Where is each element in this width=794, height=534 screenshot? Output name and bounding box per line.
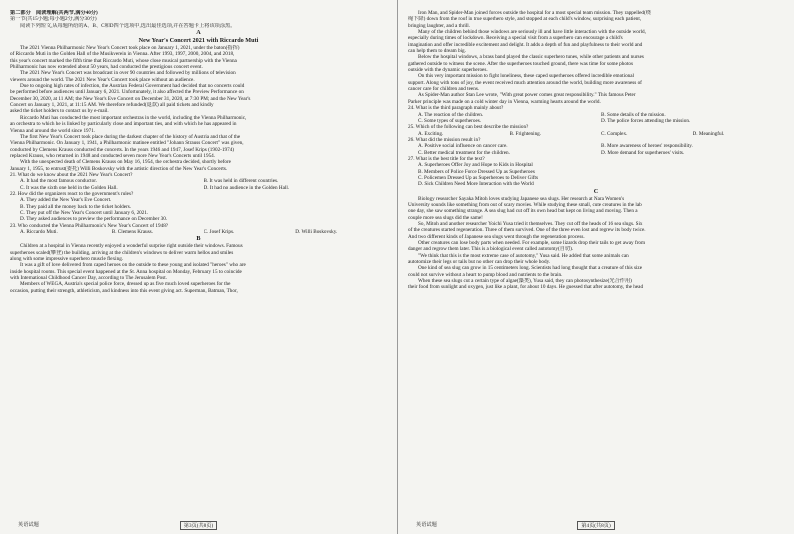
answer-option: D. More demand for superheroes' visits. [601, 149, 685, 156]
text-line: their food from sunlight and oxygen, just like a plant, for about 10 days. He guessed that after autotomy, the head [408, 284, 644, 291]
answer-option: B. Some details of the mission. [601, 111, 666, 118]
text-line: Below the hospital windows, a brass band played the classic superhero tunes, while other patients and nurses [418, 54, 644, 61]
text-line: viewers around the world. The 2021 New Year's Concert took place without an audience. [10, 76, 195, 83]
footer-label: 英语试题 [18, 522, 39, 528]
text-line: Members of WEGA, Austria's special police force, dressed up as five much loved superheroes for the [20, 281, 231, 288]
answer-option: A. It had the most famous conductor. [20, 178, 97, 185]
text-line: superheroes scaled(攀登) the building, arriving at the children's windows to deliver warm hellos and smiles [10, 249, 234, 256]
text-line: cancer care for children and teens. [408, 86, 480, 93]
text-line: Many of the children behind those windows are seriously ill and have little interaction with the outside world, [418, 29, 646, 36]
question-stem: 27. What is the best title for the text? [408, 155, 485, 162]
answer-option: C. Policemen Dressed Up as Superheroes to Deliver Gifts [418, 174, 539, 181]
text-line: The 2021 Vienna Philharmonic New Year's Concert took place on January 1, 2021, under the baton(指挥) [20, 45, 240, 52]
passage-title: New Year's Concert 2021 with Riccardo Muti [138, 37, 259, 45]
text-line: be performed before audiences until January 6, 2021. Unfortunately, it also affected the Preview Performance on [10, 89, 244, 96]
text-line: autotomize their legs or tails but no other can drop their whole body. [408, 259, 551, 266]
text-line: When these sea slugs cut a certain type of algae(藻类), Yusa said, they can photosynthesize(光合作用) [418, 278, 632, 285]
text-line: Other creatures can lose body parts when needed. For example, some lizards drop their tails to get away from [418, 240, 646, 247]
option-row [10, 185, 387, 191]
answer-option: C. Better medical treatment for the children. [418, 149, 510, 156]
answer-option: B. Members of Police Force Dressed Up as Superheroes [418, 168, 535, 175]
text-line: So, Mitoh and another researcher Yoichi Yusa tried it themselves. They cut off the heads of 16 sea slugs. Six [418, 221, 643, 227]
answer-option: D. They asked audiences to preview the performance on December 30. [20, 216, 168, 223]
answer-option: D. It had no audience in the Golden Hall. [203, 184, 290, 191]
option-row [408, 131, 784, 137]
text-line: Philharmonic has now extended about 50 years, had conducted the prestigious concert event. [10, 64, 203, 71]
text-line: Vienna and around the world since 1971. [10, 127, 96, 134]
option-row [408, 150, 784, 156]
text-line: outside with the dynamic superheroes. [408, 67, 488, 74]
text-line: along with some impressive superhero muscle flexing. [10, 256, 124, 263]
footer-label: 英语试题 [416, 522, 437, 528]
answer-option: D. Willi Boskovsky. [295, 229, 338, 235]
answer-option: B. More awareness of heroes' responsibility. [601, 143, 693, 150]
text-line: one day, she saw something strange. A sea slug had cut off its own head but kept on living and moving. Then a [408, 208, 638, 215]
question-stem: 25. Which of the following can best describe the mission? [408, 124, 529, 131]
text-line: Parker principle was made on a cold winter day in Vienna, warming hearts around the world. [408, 98, 601, 105]
text-line: bringing laughter, and a thrill. [408, 22, 471, 29]
text-line: January 1, 1955, to entrust(委托) Willi Boskovsky with the artistic direction of the New Year's Concerts. [10, 165, 228, 172]
answer-option: B. Frightening. [509, 130, 542, 137]
text-line: can help them to dream big. [408, 48, 466, 55]
question-stem: 22. How did the organizers react to the government's rules? [10, 190, 134, 197]
text-line: of the creatures started regeneration. Three of them survived. One of the three even lost and regrew its body twice. [408, 227, 646, 234]
text-line: couple more sea slugs did the same! [408, 214, 483, 221]
answer-option: A. The reaction of the children. [418, 111, 484, 118]
text-line: University sounds like something from out of scary movies. While studying these small, cute creatures in the lab [408, 201, 642, 208]
answer-option: A. They added the New Year's Eve Concert. [20, 197, 112, 204]
answer-option: C. Complex. [601, 130, 628, 137]
text-line: this year's concert marked the fifth time that Riccardo Muti, whose close musical partnership with the Vienna [10, 57, 237, 64]
text-line: December 30, 2020, at 11 AM; the New Year's Eve Concert on December 31, 2020, at 7:30 PM; and the New Year's [10, 95, 251, 102]
text-line: occasion, putting their strength, athleticism, and kindness into this event giving act. Superman, Batman, Thor, [10, 287, 238, 294]
text-line: On this very important mission to fight loneliness, these caped superheroes offered incredible emotional [418, 73, 634, 80]
text-line: It was a gift of love delivered from caped heroes on the outside to these young and isolated "heroes" who are [20, 262, 246, 269]
passage-letter: C [593, 187, 599, 195]
text-line: The first New Year's Concert took place during the darkest chapter of the history of Austria and that of the [20, 133, 241, 140]
page-footer [0, 521, 397, 530]
answer-option: C. Some types of superheroes. [418, 117, 482, 124]
text-line: support. Along with tons of joy, the event received much attention around the world, building more awareness of [408, 79, 642, 86]
answer-option: B. It was held in different countries. [203, 178, 279, 185]
answer-option: C. Josef Krips. [203, 229, 235, 235]
text-line: And two different kinds of Japanese sea slugs went through the regeneration process. [408, 233, 585, 240]
text-line: Riccardo Muti has conducted the most important orchestras in the world, including the Vienna Philharmonic, [20, 114, 247, 121]
answer-option: A. Exciting. [418, 130, 444, 137]
text-line: "We think that this is the most extreme case of autotomy," Yusa said. He added that some animals can [418, 252, 629, 259]
text-line: inside hospital rooms. This special event happened at the St. Anna hospital on Monday, February 15 to coincide [10, 268, 242, 275]
text-line: Vienna Philharmonic. On January 1, 1941, a Philharmonic matinee entitled "Johann Strauss Concert" was given, [10, 140, 244, 147]
footer-page-number: 第3页(共8页) [180, 521, 217, 530]
text-line: danger and regrow them later. This is a biological event called autotomy(自切). [408, 246, 574, 253]
footer-page-number: 第4页(共8页) [577, 521, 614, 530]
answer-option: A. Superheroes Offer Joy and Hope to Kids in Hospital [418, 162, 533, 169]
text-line: of Riccardo Muti in the Golden Hall of the Musikverein in Vienna. After 1993, 1997, 2000, 2004, and 2018, [10, 51, 235, 58]
text-line: 绳下降) down from the roof in true superhero style, and stopped at each child's window, surprising each patient, [408, 16, 642, 23]
text-line: Due to ongoing high rates of infection, the Austrian Federal Government had decided that no concerts could [20, 83, 245, 90]
text-line: conducted by Clemens Krauss conducted the concerts. In the years 1946 and 1947, Josef Krips (1902-1974) [10, 146, 235, 153]
question-stem: 26. What did the mission result in? [408, 136, 481, 143]
answer-option: A. Positive social influence on cancer care. [418, 143, 508, 150]
text-line: asked the ticket holders to contact us by e-mail. [10, 108, 109, 115]
text-line: One kind of sea slug can grow in 15 centimeters long. Scientists had long thought that a creature of this size [418, 265, 643, 272]
text-line: gathered outside to witness the scene. After the superheroes touched ground, there was time for some photos [408, 60, 634, 67]
text-line: Children at a hospital in Vienna recently enjoyed a wonderful surprise right outside their windows. Famous [20, 243, 243, 250]
text-line: As Spider-Man author Stan Lee wrote, "With great power comes great responsibility." This famous Peter [418, 92, 636, 99]
section-header: 阅读下列短文,从每题所给的A、B、C和D四个选项中,选出最佳选项,并在答题卡上将该项涂黑。 [20, 22, 236, 29]
text-line: Biology researcher Sayaka Mitoh loves studying Japanese sea slugs. Her research at Nara Women's [418, 195, 625, 202]
section-header: 第二部分 阅读理解(共两节,满分40分) [10, 10, 98, 16]
answer-option: D. Meaningful. [692, 130, 725, 137]
right-page [397, 0, 794, 534]
text-line: especially during times of lockdown. Receiving a special visit from a superhero can encourage a child's [408, 35, 623, 42]
page-footer [398, 521, 794, 530]
answer-option: C. They put off the New Year's Concert until January 6, 2021. [20, 209, 149, 216]
answer-option: D. The police forces attending the mission. [601, 117, 691, 124]
text-line: Concert on January 1, 2021, at 11:15 AM. We therefore refunded(退款) all paid tickets and kindly [10, 102, 214, 109]
answer-option: B. They paid all the money back to the ticket holders. [20, 203, 132, 210]
answer-option: C. It was the sixth one held in the Golden Hall. [20, 184, 118, 191]
answer-option: A. Riccardo Muti. [20, 229, 58, 235]
answer-option: D. Sick Children Need More Interaction with the World [418, 181, 534, 188]
answer-option: B. Clemens Krauss. [111, 229, 153, 235]
text-line: replaced Krauss, who returned in 1948 and conducted seven more New Year's Concerts until 1954. [10, 152, 216, 159]
passage-letter: A [196, 29, 201, 37]
passage-letter: B [196, 235, 201, 243]
section-header: 第一节(共15小题;每小题2分,满分30分) [10, 16, 97, 23]
text-line: an orchestra to which he is linked by particularly close and important ties, and with which he has appeared in [10, 121, 237, 128]
text-line: with International Childhood Cancer Day, according to The Jerusalem Post. [10, 275, 168, 282]
text-line: Iron Man, and Spider-Man joined forces outside the hospital for a most special team mission. They rappelled(绕 [418, 10, 651, 16]
text-line: The 2021 New Year's Concert was broadcast in over 90 countries and followed by millions of television [20, 70, 236, 77]
question-stem: 23. Who conducted the Vienna Philharmonic's New Year's Concert of 1948? [10, 222, 169, 229]
text-line: With the unexpected death of Clemens Krauss on May 16, 1954, the orchestra decided, shortly before [20, 159, 231, 166]
text-line: imagination and offer incredible excitement and delight. It adds a depth of fun and playfulness to their world and [408, 41, 643, 48]
question-stem: 21. What do we know about the 2021 New Year's Concert? [10, 171, 133, 178]
question-stem: 24. What is the third paragraph mainly about? [408, 105, 504, 112]
text-line: could not survive without a heart to pump blood and nutrients to the brain. [408, 271, 563, 278]
